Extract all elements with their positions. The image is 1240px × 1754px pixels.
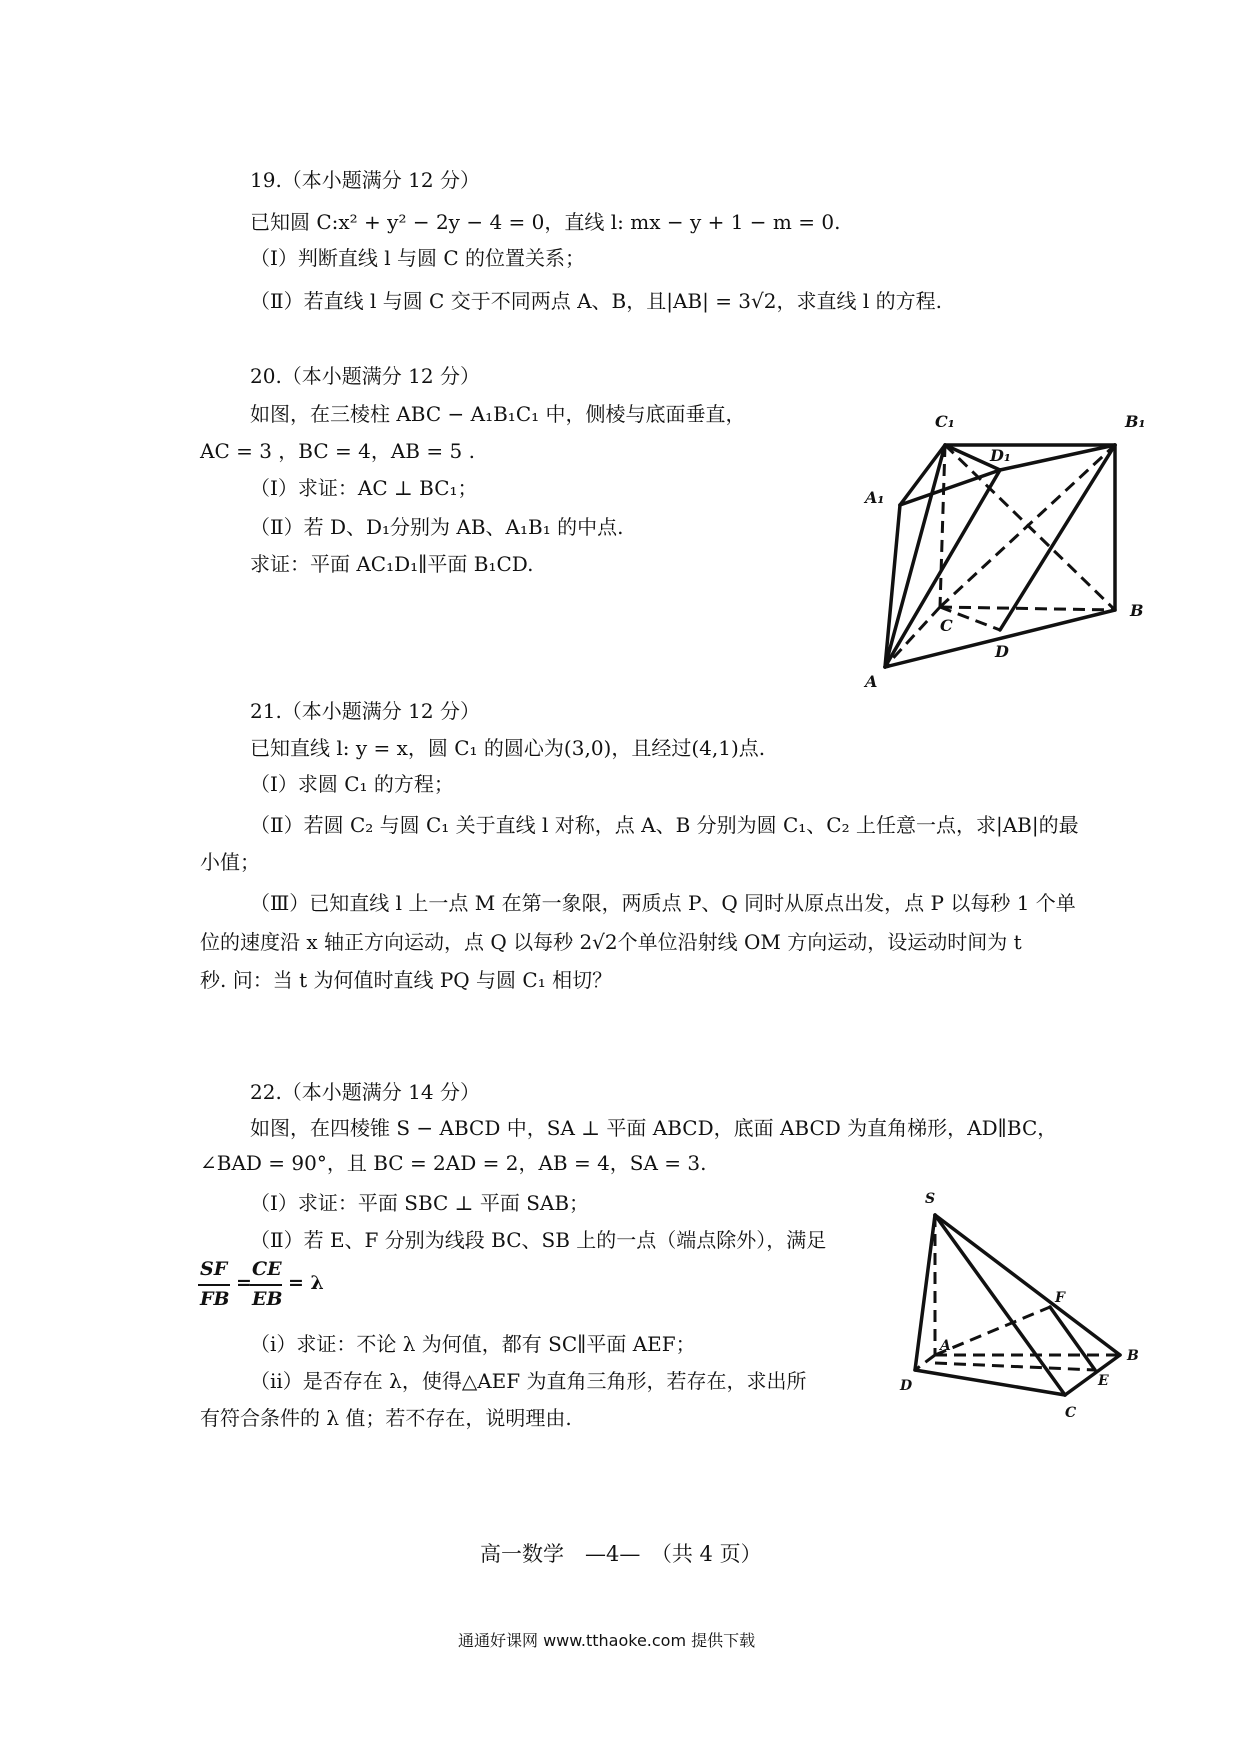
q20-line1: 如图，在三棱柱 ABC − A₁B₁C₁ 中，侧棱与底面垂直，	[250, 402, 746, 426]
label-C: C	[1065, 1405, 1077, 1421]
q21-part1: （Ⅰ）求圆 C₁ 的方程；	[250, 772, 454, 796]
edge-F-E	[1050, 1307, 1095, 1370]
pyramid-figure	[895, 1185, 1155, 1430]
edge-C-B	[940, 607, 1115, 610]
q21-header: 21.（本小题满分 12 分）	[250, 699, 480, 723]
edge-C1-C	[940, 445, 945, 607]
edge-D1-B1	[1000, 445, 1115, 470]
edge-C-B	[1065, 1355, 1120, 1395]
edge-D-C	[915, 1370, 1065, 1395]
q22-header: 22.（本小题满分 14 分）	[250, 1080, 480, 1104]
q20-part2b: 求证：平面 AC₁D₁∥平面 B₁CD.	[250, 552, 534, 576]
label-B: B	[1130, 601, 1144, 620]
label-C1: C₁	[935, 412, 955, 431]
q21-part3a: （Ⅲ）已知直线 l 上一点 M 在第一象限，两质点 P、Q 同时从原点出发，点 P 以每秒 1 个单	[250, 891, 1076, 915]
edge-C1-B	[945, 445, 1115, 610]
frac1-bar	[198, 1284, 230, 1286]
label-B1: B₁	[1125, 412, 1146, 431]
page-footer: 高一数学 —4— （共 4 页）	[480, 1542, 762, 1566]
q22-line2: ∠BAD = 90°，且 BC = 2AD = 2，AB = 4，SA = 3.	[200, 1151, 707, 1175]
q21-part3c: 秒. 问：当 t 为何值时直线 PQ 与圆 C₁ 相切？	[200, 968, 613, 992]
q22-part2: （Ⅱ）若 E、F 分别为线段 BC、SB 上的一点（端点除外），满足	[250, 1228, 827, 1252]
frac2-denominator: EB	[252, 1288, 283, 1310]
label-D: D	[995, 642, 1009, 661]
prism-figure	[840, 405, 1160, 695]
label-A: A	[865, 672, 878, 691]
source-watermark: 通通好课网 www.tthaoke.com 提供下载	[458, 1631, 756, 1650]
label-C: C	[940, 616, 953, 635]
q20-part2: （Ⅱ）若 D、D₁分别为 AB、A₁B₁ 的中点.	[250, 515, 624, 539]
q21-part2a: （Ⅱ）若圆 C₂ 与圆 C₁ 关于直线 l 对称，点 A、B 分别为圆 C₁、C₂ 上任意一点，求|AB|的最	[250, 813, 1079, 837]
edge-S-C	[935, 1215, 1065, 1395]
edge-A-E	[935, 1363, 1095, 1370]
q21-given: 已知直线 l: y = x，圆 C₁ 的圆心为(3,0)，且经过(4,1)点.	[250, 736, 766, 760]
label-A: A	[940, 1338, 951, 1354]
label-F: F	[1055, 1290, 1065, 1306]
frac-tail: = λ	[288, 1272, 324, 1294]
q22-sub2b: 有符合条件的 λ 值；若不存在，说明理由.	[200, 1406, 572, 1430]
edge-S-D	[915, 1215, 935, 1370]
q22-part1: （Ⅰ）求证：平面 SBC ⊥ 平面 SAB；	[250, 1191, 590, 1215]
label-E: E	[1098, 1373, 1109, 1389]
q22-line1: 如图，在四棱锥 S − ABCD 中，SA ⊥ 平面 ABCD，底面 ABCD 为直角梯形，AD∥BC，	[250, 1116, 1058, 1140]
q19-part2: （Ⅱ）若直线 l 与圆 C 交于不同两点 A、B，且|AB| = 3√2，求直线 l 的方程.	[250, 289, 942, 313]
label-D: D	[900, 1378, 913, 1394]
label-D1: D₁	[990, 446, 1011, 465]
frac2-bar	[250, 1284, 282, 1286]
frac2-numerator: CE	[252, 1258, 282, 1280]
q20-header: 20.（本小题满分 12 分）	[250, 364, 480, 388]
q22-sub1: （ⅰ）求证：不论 λ 为何值，都有 SC∥平面 AEF；	[250, 1332, 696, 1356]
q20-line2: AC = 3 ，BC = 4，AB = 5 .	[200, 439, 475, 463]
q21-part2b: 小值；	[200, 850, 260, 874]
frac1-numerator: SF	[200, 1258, 228, 1280]
label-B: B	[1127, 1348, 1139, 1364]
q19-part1: （Ⅰ）判断直线 l 与圆 C 的位置关系；	[250, 246, 586, 270]
edge-S-B	[935, 1215, 1120, 1355]
label-A1: A₁	[865, 488, 885, 507]
q22-sub2a: （ⅱ）是否存在 λ，使得△AEF 为直角三角形，若存在，求出所	[250, 1369, 807, 1393]
label-S: S	[925, 1191, 936, 1207]
frac1-denominator: FB	[200, 1288, 230, 1310]
frac-equals: =	[236, 1272, 252, 1294]
q19-header: 19.（本小题满分 12 分）	[250, 168, 480, 192]
q21-part3b: 位的速度沿 x 轴正方向运动，点 Q 以每秒 2√2个单位沿射线 OM 方向运动，设运动时间为 t	[200, 930, 1022, 954]
q20-part1: （Ⅰ）求证：AC ⊥ BC₁；	[250, 476, 478, 500]
q19-given: 已知圆 C:x² + y² − 2y − 4 = 0，直线 l: mx − y + 1 − m = 0.	[250, 210, 841, 234]
